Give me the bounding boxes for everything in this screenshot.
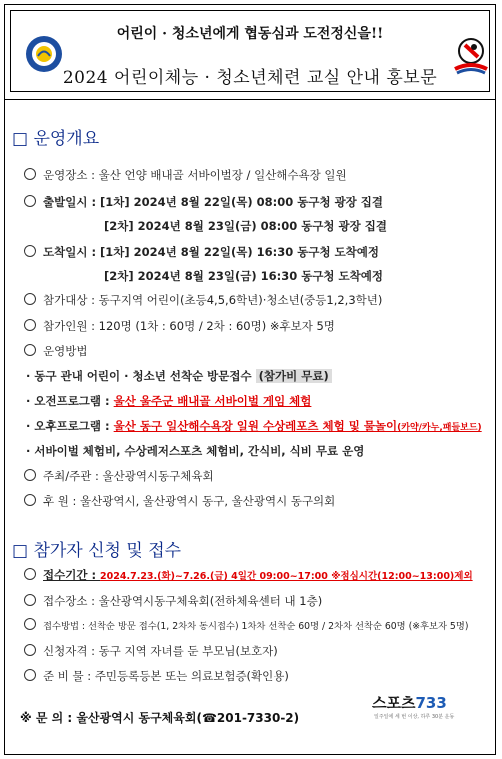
overview-sponsor: 후 원 : 울산광역시, 울산광역시 동구, 울산광역시 동구의회: [24, 493, 335, 509]
overview-arrive-1: 도착일시 : [1차] 2024년 8월 22일(목) 16:30 동구청 도착예정: [24, 244, 379, 260]
bullet-circle-icon: [24, 319, 36, 331]
bullet-circle-icon: [24, 293, 36, 305]
header-box: [10, 10, 490, 92]
sports-733-logo: 스포츠733: [372, 694, 447, 712]
bullet-circle-icon: [24, 494, 36, 506]
overview-method: 운영방법: [24, 343, 87, 359]
overview-target: 참가대상 : 동구지역 어린이(초등4,5,6학년)·청소년(중등1,2,3학년): [24, 292, 382, 308]
free-note: · 서바이벌 체험비, 수상레저스포츠 체험비, 간식비, 식비 무료 운영: [26, 444, 365, 458]
divider: [4, 99, 496, 100]
application-period: 접수기간 : 2024.7.23.(화)~7.26.(금) 4일간 09:00~17:00 ※점심시간(12:00~13:00)제외: [24, 567, 473, 583]
overview-venue: 운영장소 : 울산 언양 배내골 서바이벌장 / 일산해수욕장 일원: [24, 167, 347, 183]
contact-info: ※ 문 의 : 울산광역시 동구체육회(☎201-7330-2): [20, 711, 300, 725]
fee-tag: (참가비 무료): [256, 369, 332, 383]
overview-depart-1: 출발일시 : [1차] 2024년 8월 22일(목) 08:00 동구청 광장 집결: [24, 194, 383, 210]
bullet-circle-icon: [24, 469, 36, 481]
application-place: 접수장소 : 울산광역시동구체육회(전하체육센터 내 1층): [24, 593, 322, 609]
overview-capacity: 참가인원 : 120명 (1차 : 60명 / 2차 : 60명) ※후보자 5명: [24, 318, 335, 334]
pm-program: · 오후프로그램 : 울산 동구 일산해수욕장 일원 수상레포츠 체험 및 물놀이(카약/카누,패들보드): [26, 419, 482, 433]
bullet-circle-icon: [24, 195, 36, 207]
am-program: · 오전프로그램 : 울산 울주군 배내골 서바이벌 게임 체험: [26, 394, 312, 408]
bullet-circle-icon: [24, 644, 36, 656]
sports-733-tagline: 일주일에 세 번 이상, 하루 30분 운동: [374, 714, 455, 720]
application-documents: 준 비 물 : 주민등록등본 또는 의료보험증(확인용): [24, 668, 289, 684]
section-title-application: □ 참가자 신청 및 접수: [12, 541, 182, 561]
overview-host: 주최/주관 : 울산광역시동구체육회: [24, 468, 214, 484]
header-title: 2024 어린이체능 · 청소년체련 교실 안내 홍보문: [62, 68, 438, 88]
bullet-circle-icon: [24, 618, 36, 630]
header-subtitle: 어린이 · 청소년에게 협동심과 도전정신을!!: [116, 26, 384, 42]
bullet-circle-icon: [24, 168, 36, 180]
bullet-circle-icon: [24, 669, 36, 681]
method-note: · 동구 관내 어린이 · 청소년 선착순 방문접수 (참가비 무료): [26, 368, 332, 384]
application-qualification: 신청자격 : 동구 지역 자녀를 둔 부모님(보호자): [24, 643, 278, 659]
section-title-overview: □ 운영개요: [12, 129, 100, 149]
application-method: 접수방법 : 선착순 방문 접수(1, 2차차 동시접수) 1차차 선착순 60명 / 2차차 선착순 60명 (※후보자 5명): [24, 618, 468, 632]
sports-mascot-logo: [451, 35, 491, 75]
bullet-circle-icon: [24, 568, 36, 580]
bullet-circle-icon: [24, 594, 36, 606]
bullet-circle-icon: [24, 245, 36, 257]
overview-depart-2: [2차] 2024년 8월 23일(금) 08:00 동구청 광장 집결: [104, 219, 387, 233]
dong-gu-sports-council-emblem: [25, 35, 63, 73]
bullet-circle-icon: [24, 344, 36, 356]
overview-arrive-2: [2차] 2024년 8월 23일(금) 16:30 동구청 도착예정: [104, 269, 383, 283]
